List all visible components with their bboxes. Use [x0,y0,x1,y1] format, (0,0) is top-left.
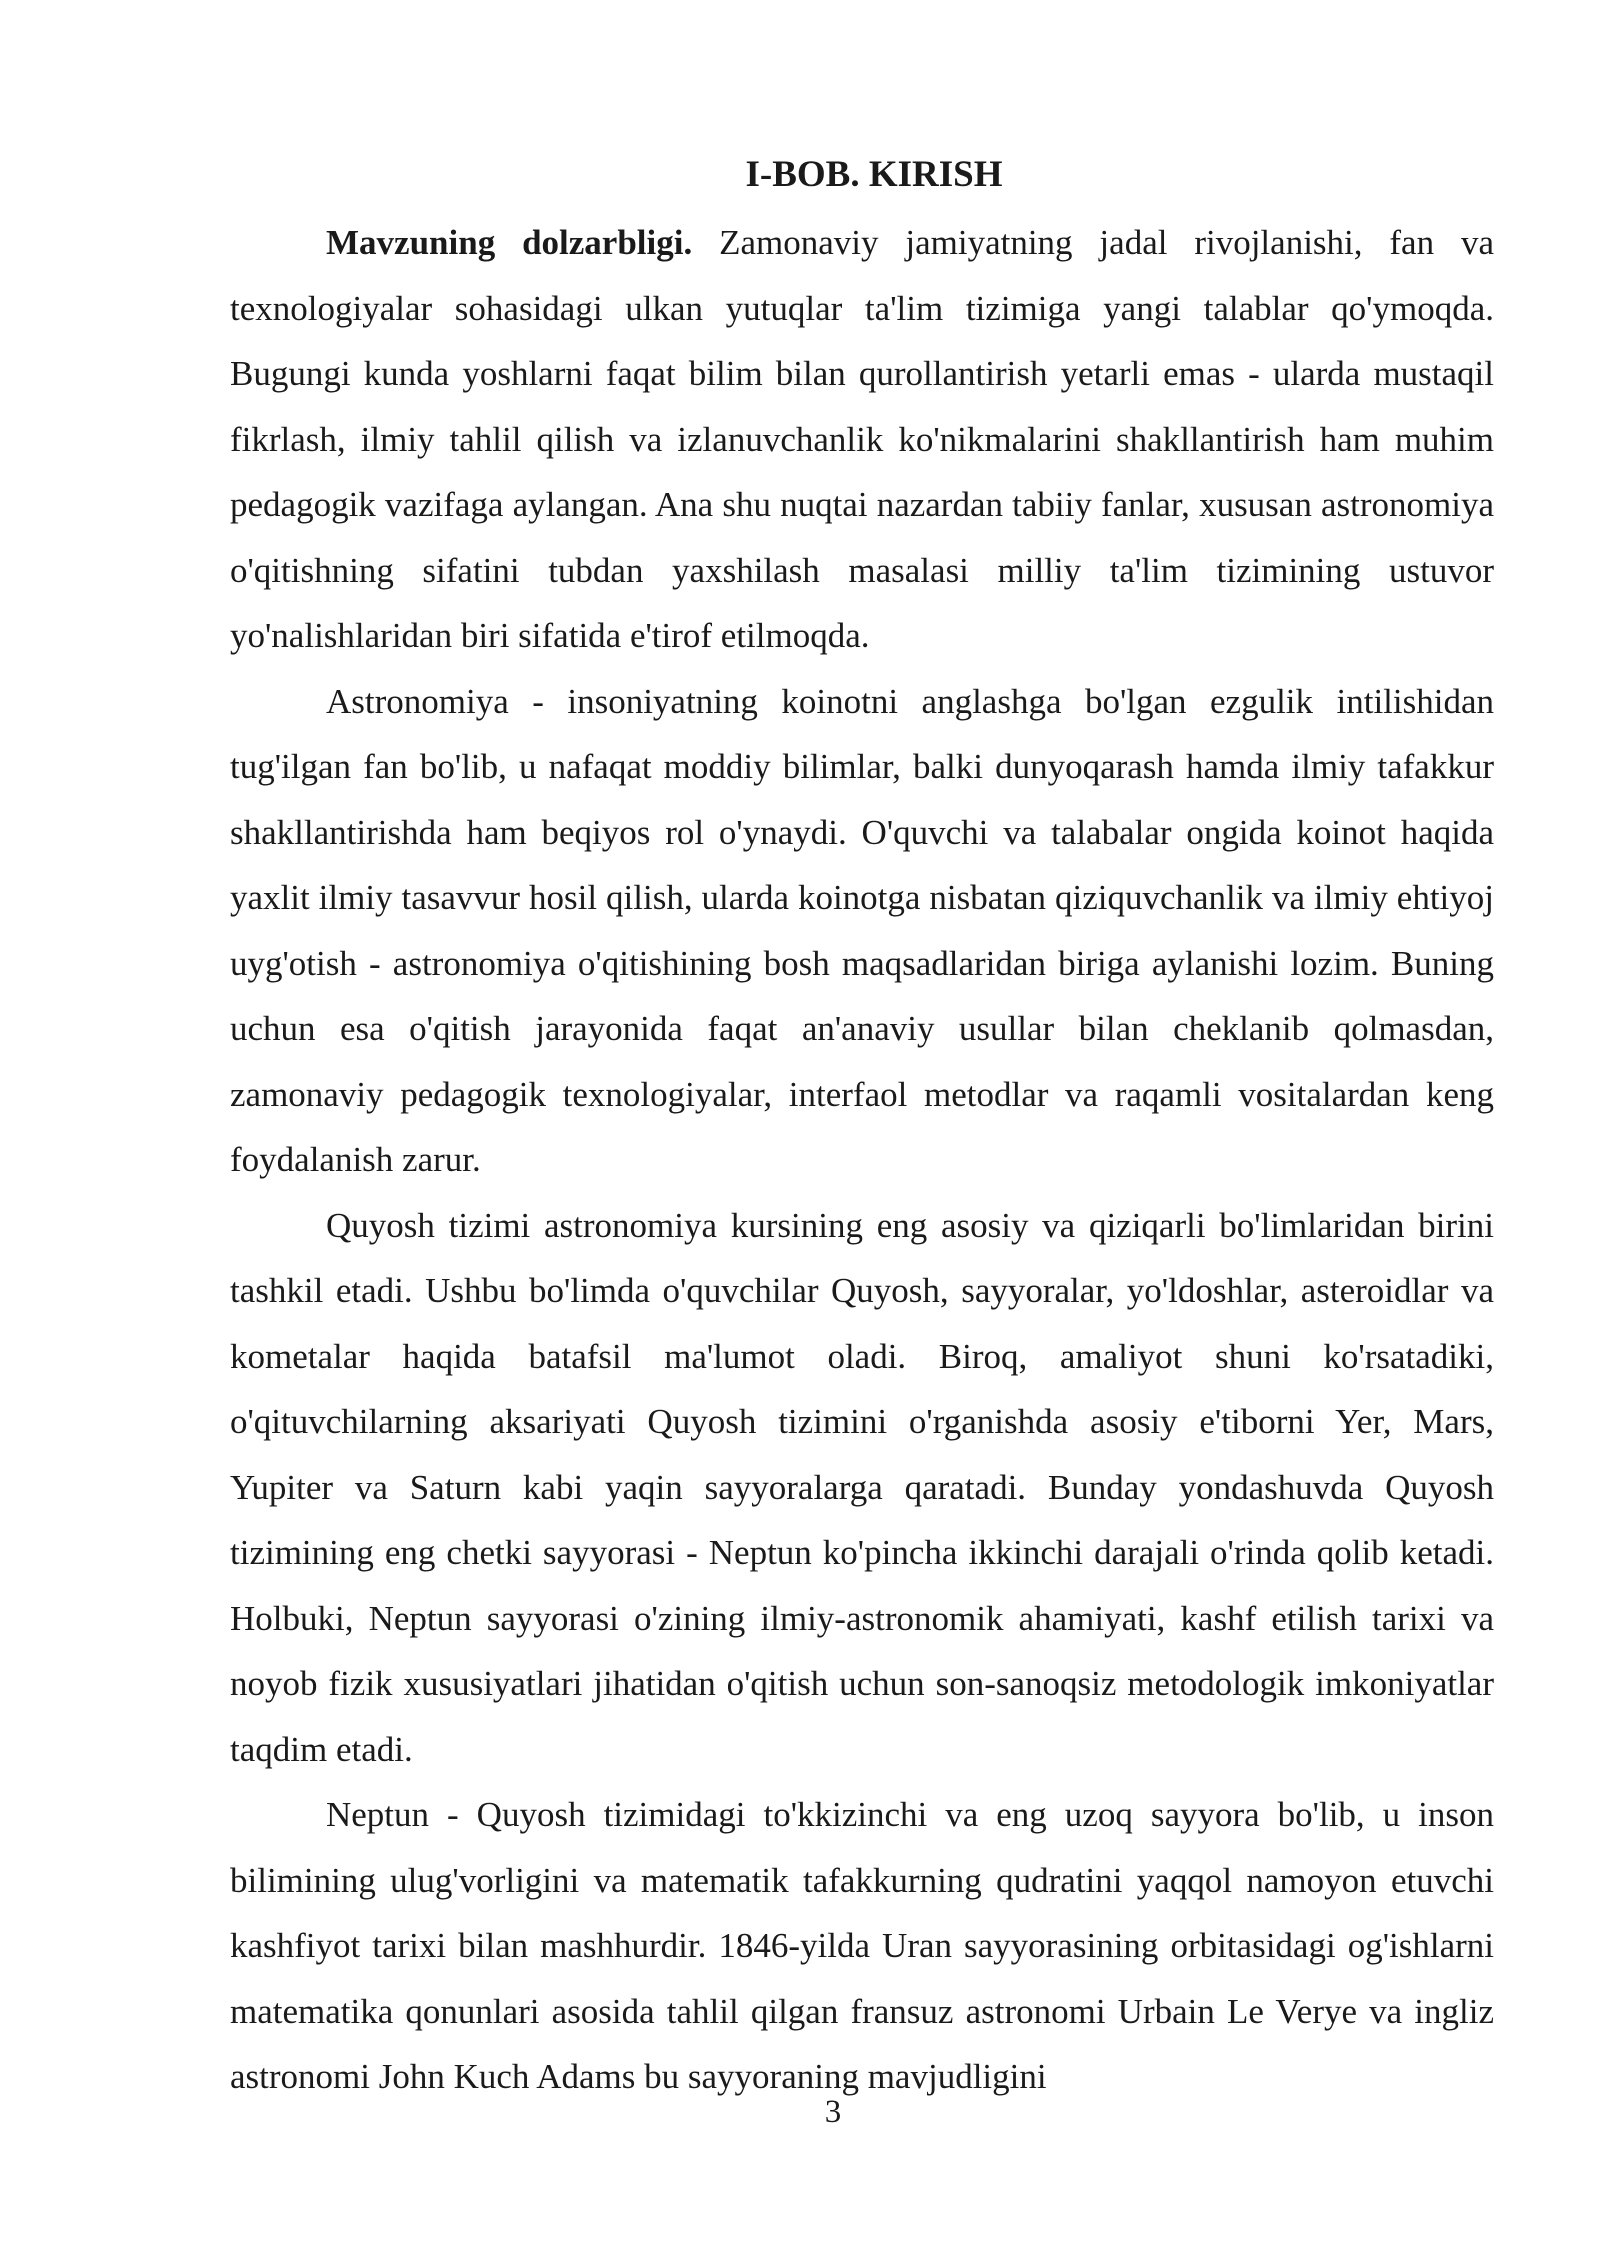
paragraph-astronomy: Astronomiya - insoniyatning koinotni anglashga bo'lgan ezgulik intilishidan tug'ilgan fan bo'lib, u nafaqat moddiy bilimlar, balki dunyoqarash hamda ilmiy tafakkur shakllantirishda ham beqiyos rol o'ynaydi. O'quvchi va talabalar ongida koinot haqida yaxlit ilmiy tasavvur hosil qilish, ularda koinotga nisbatan qiziquvchanlik va ilmiy ehtiyoj uyg'otish - astronomiya o'qitishining bosh maqsadlaridan biriga aylanishi lozim. Buning uchun esa o'qitish jarayonida faqat an'anaviy usullar bilan cheklanib qolmasdan, zamonaviy pedagogik texnologiyalar, interfaol metodlar va raqamli vositalardan keng foydalanish zarur. [230,681,1494,1179]
paragraph-relevance [230,210,1494,669]
document-page [230,145,1494,2110]
paragraph-lead: Mavzuning dolzarbligi. [326,223,693,262]
chapter-heading: I-BOB. KIRISH [745,154,1003,195]
paragraph-solar-system: Quyosh tizimi astronomiya kursining eng asosiy va qiziqarli bo'limlaridan birini tashkil etadi. Ushbu bo'limda o'quvchilar Quyosh, sayyoralar, yo'ldoshlar, asteroidlar va kometalar haqida batafsil ma'lumot oladi. Biroq, amaliyot shuni ko'rsatadiki, o'qituvchilarning aksariyati Quyosh tizimini o'rganishda asosiy e'tiborni Yer, Mars, Yupiter va Saturn kabi yaqin sayyoralarga qaratadi. Bunday yondashuvda Quyosh tizimining eng chetki sayyorasi - Neptun ko'pincha ikkinchi darajali o'rinda qolib ketadi. Holbuki, Neptun sayyorasi o'zining ilmiy-astronomik ahamiyati, kashf etilish tarixi va noyob fizik xususiyatlari jihatidan o'qitish uchun son-sanoqsiz metodologik imkoniyatlar taqdim etadi. [230,1205,1494,1769]
paragraph-text: Zamonaviy jamiyatning jadal rivojlanishi, fan va texnologiyalar sohasidagi ulkan yutuqlar ta'lim tizimiga yangi talablar qo'ymoqda. Bugungi kunda yoshlarni faqat bilim bilan qurollantirish yetarli emas - ularda mustaqil fikrlash, ilmiy tahlil qilish va izlanuvchanlik ko'nikmalarini shakllantirish ham muhim pedagogik vazifaga aylangan. Ana shu nuqtai nazardan tabiiy fanlar, xususan astronomiya o'qitishning sifatini tubdan yaxshilash masalasi milliy ta'lim tizimining ustuvor yo'nalishlaridan biri sifatida e'tirof etilmoqda. [230,223,1494,655]
page-number: 3 [824,2094,842,2130]
paragraph-neptune: Neptun - Quyosh tizimidagi to'kkizinchi va eng uzoq sayyora bo'lib, u inson bilimining ulug'vorligini va matematik tafakkurning qudratini yaqqol namoyon etuvchi kashfiyot tarixi bilan mashhurdir. 1846-yilda Uran sayyorasining orbitasidagi og'ishlarni matematika qonunlari asosida tahlil qilgan fransuz astronomi Urbain Le Verye va ingliz astronomi John Kuch Adams bu sayyoraning mavjudligini [230,1795,1494,2096]
